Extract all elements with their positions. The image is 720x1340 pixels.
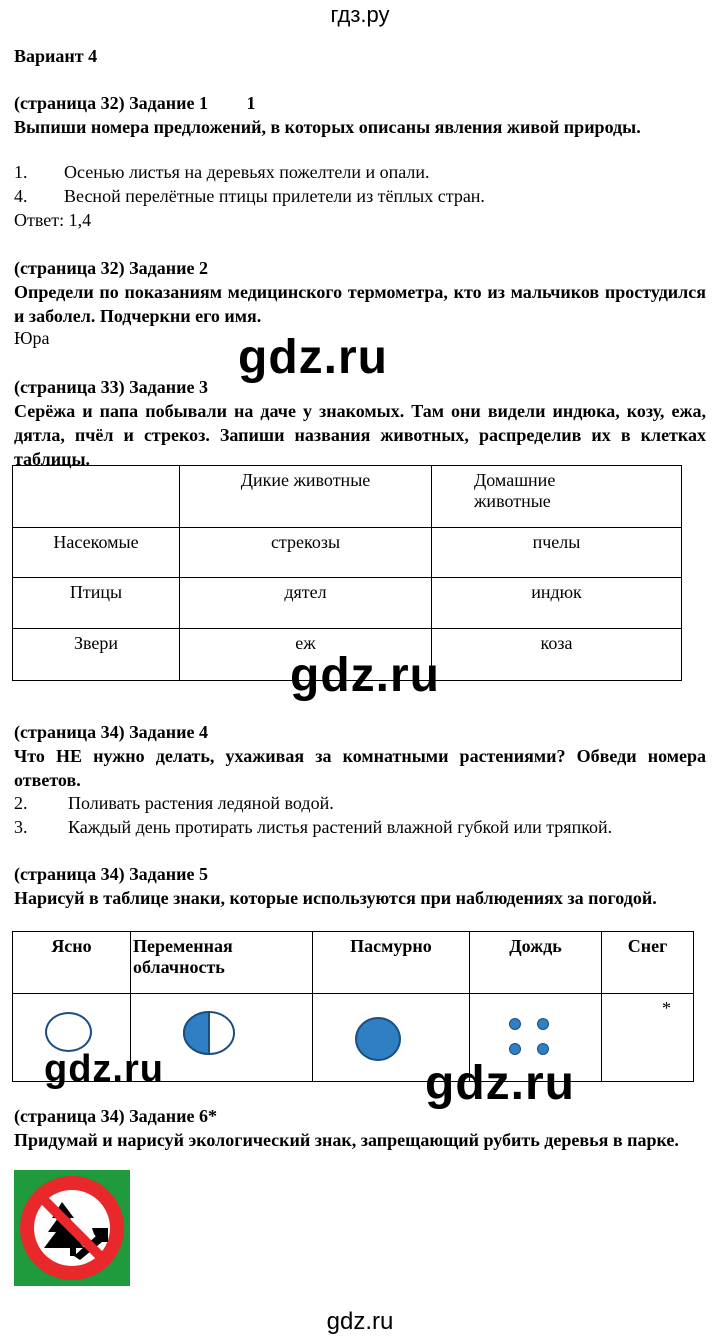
list-item: [14, 184, 28, 208]
table-header-row: [13, 932, 694, 994]
list-item-text: Осенью листья на деревьях пожелтели и опали.: [64, 162, 430, 182]
task1-heading: [14, 91, 256, 115]
variant-title: Вариант 4: [14, 46, 98, 66]
table-header-cell: Ясно: [13, 932, 131, 994]
rain-dots-icon: [507, 1016, 555, 1058]
site-header: гдз.ру: [330, 2, 390, 27]
table-header-cell: [432, 466, 682, 528]
list-item: [14, 160, 28, 184]
task3-heading: (страница 33) Задание 3: [14, 377, 209, 397]
list-item-text: Поливать растения ледяной водой.: [68, 793, 334, 813]
site-footer: gdz.ru: [326, 1308, 394, 1335]
table-cell: индюк: [432, 578, 682, 629]
watermark: gdz.ru: [290, 649, 440, 702]
task1-answer: Ответ: 1,4: [14, 210, 92, 230]
task1-heading-text: (страница 32) Задание 1: [14, 93, 209, 113]
half-filled-circle-icon: [182, 1010, 236, 1056]
table-cell: еж: [180, 629, 432, 681]
table-header-cell: Дикие животные: [180, 466, 432, 528]
table-header-cell: Пасмурно: [313, 932, 470, 994]
table-row: [13, 578, 682, 629]
table-cell: стрекозы: [180, 528, 432, 578]
watermark: gdz.ru: [238, 331, 388, 384]
watermark: gdz.ru: [44, 1048, 164, 1090]
table-header-text: Переменная облачность: [133, 936, 233, 977]
list-item-text: Каждый день протирать листья растений влажной губкой или тряпкой.: [68, 817, 613, 837]
list-item-number: 4.: [14, 186, 28, 206]
task5-heading: (страница 34) Задание 5: [14, 864, 209, 884]
table-cell: пчелы: [432, 528, 682, 578]
task1-heading-number: 1: [246, 93, 256, 113]
watermark: gdz.ru: [425, 1057, 575, 1110]
task3-question: Серёжа и папа побывали на даче у знакомых. Там они видели индюка, козу, ежа, дятла, пчёл и стрекоз. Запиши названия животных, распределив их в клетках таблицы.: [14, 401, 706, 469]
empty-circle-icon: [45, 1012, 92, 1052]
table-header-cell: Снег: [602, 932, 694, 994]
filled-circle-icon: [355, 1017, 401, 1061]
task2-answer: Юра: [14, 328, 50, 348]
task4-question: Что НЕ нужно делать, ухаживая за комнатными растениями? Обведи номера ответов.: [14, 746, 706, 790]
table-header-cell: [13, 466, 180, 528]
task1-question: Выпиши номера предложений, в которых описаны явления живой природы.: [14, 117, 641, 137]
table-row: [13, 528, 682, 578]
table-header-text: Домашние животные: [474, 470, 556, 511]
task5-question: Нарисуй в таблице знаки, которые используются при наблюдениях за погодой.: [14, 888, 657, 908]
table-header-cell: Дождь: [470, 932, 602, 994]
table-cell: коза: [432, 629, 682, 681]
table-cell: Звери: [13, 629, 180, 681]
task4-heading: (страница 34) Задание 4: [14, 722, 209, 742]
task6-heading: (страница 34) Задание 6*: [14, 1106, 218, 1126]
task2-question: Определи по показаниям медицинского термометра, кто из мальчиков простудился и заболел. Подчеркни его имя.: [14, 282, 706, 326]
table-cell: Насекомые: [13, 528, 180, 578]
table-header-row: [13, 466, 682, 528]
table-cell: дятел: [180, 578, 432, 629]
table-cell: [602, 994, 694, 1082]
task6-question: Придумай и нарисуй экологический знак, запрещающий рубить деревья в парке.: [14, 1130, 679, 1150]
table-cell: Птицы: [13, 578, 180, 629]
list-item-number: 3.: [14, 817, 28, 837]
task2-heading: (страница 32) Задание 2: [14, 258, 209, 278]
list-item-number: 1.: [14, 162, 28, 182]
snow-asterisk: *: [662, 998, 671, 1018]
no-tree-cutting-sign-icon: [14, 1170, 130, 1286]
list-item-text: Весной перелётные птицы прилетели из тёплых стран.: [64, 186, 485, 206]
table-header-cell: [131, 932, 313, 994]
list-item-number: 2.: [14, 793, 28, 813]
